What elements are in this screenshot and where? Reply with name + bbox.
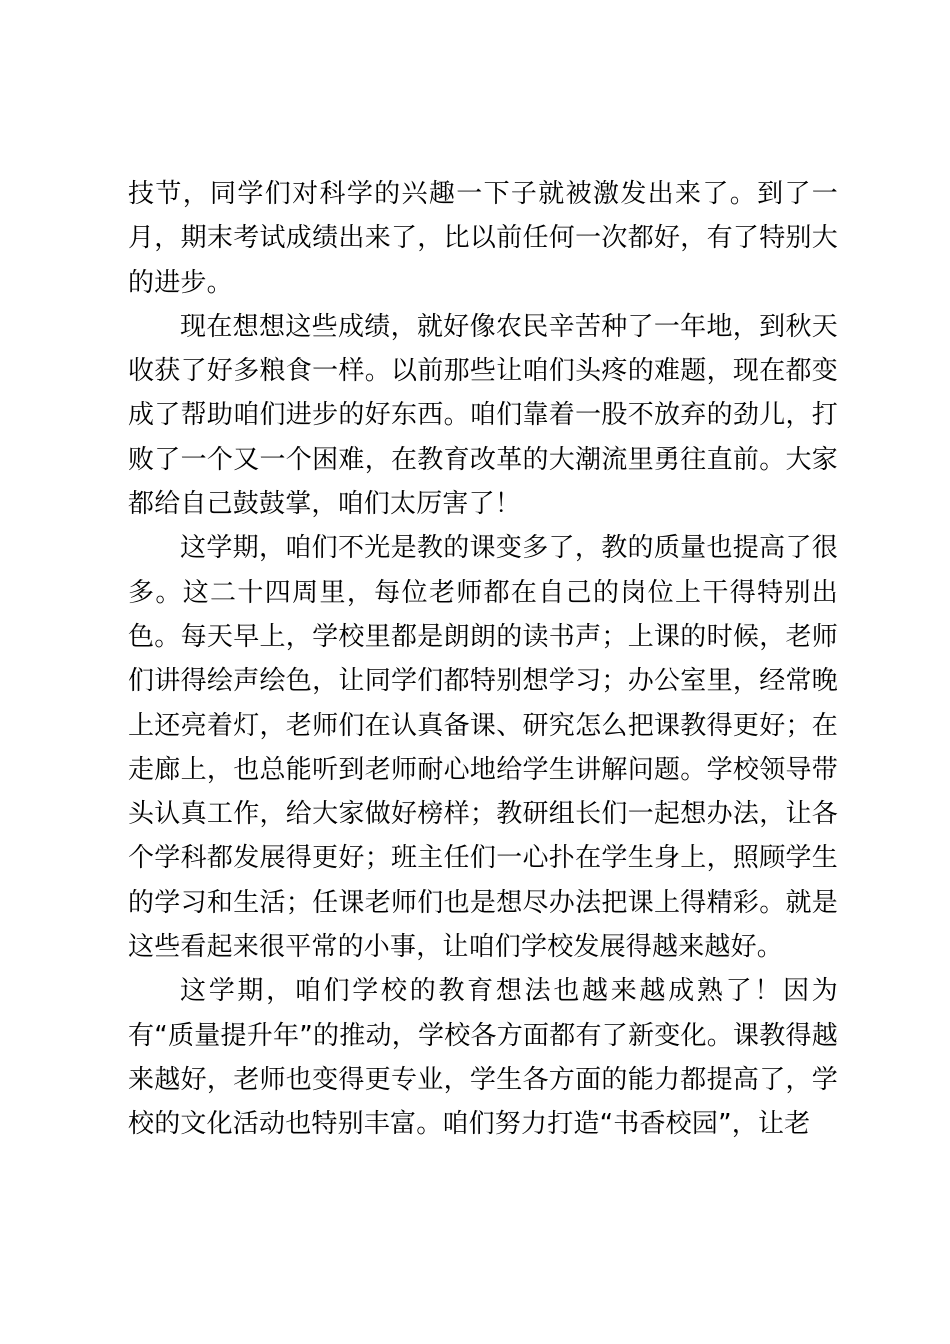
document-body	[128, 172, 838, 1147]
paragraph-4: 这学期，咱们学校的教育想法也越来越成熟了！因为有“质量提升年”的推动，学校各方面都有了新变化。课教得越来越好，老师也变得更专业，学生各方面的能力都提高了，学校的文化活动也特别丰富。咱们努力打造“书香校园”，让老	[128, 976, 838, 1140]
paragraph-2: 现在想想这些成绩，就好像农民辛苦种了一年地，到秋天收获了好多粮食一样。以前那些让咱们头疼的难题，现在都变成了帮助咱们进步的好东西。咱们靠着一股不放弃的劲儿，打败了一个又一个困难，在教育改革的大潮流里勇往直前。大家都给自己鼓鼓掌，咱们太厉害了！	[128, 311, 838, 520]
paragraph-3: 这学期，咱们不光是教的课变多了，教的质量也提高了很多。这二十四周里，每位老师都在自己的岗位上干得特别出色。每天早上，学校里都是朗朗的读书声；上课的时候，老师们讲得绘声绘色，让同学们都特别想学习；办公室里，经常晚上还亮着灯，老师们在认真备课、研究怎么把课教得更好；在走廊上，也总能听到老师耐心地给学生讲解问题。学校领导带头认真工作，给大家做好榜样；教研组长们一起想办法，让各个学科都发展得更好；班主任们一心扑在学生身上，照顾学生的学习和生活；任课老师们也是想尽办法把课上得精彩。就是这些看起来很平常的小事，让咱们学校发展得越来越好。	[128, 533, 838, 963]
paragraph-1: 技节，同学们对科学的兴趣一下子就被激发出来了。到了一月，期末考试成绩出来了，比以前任何一次都好，有了特别大的进步。	[128, 179, 838, 298]
